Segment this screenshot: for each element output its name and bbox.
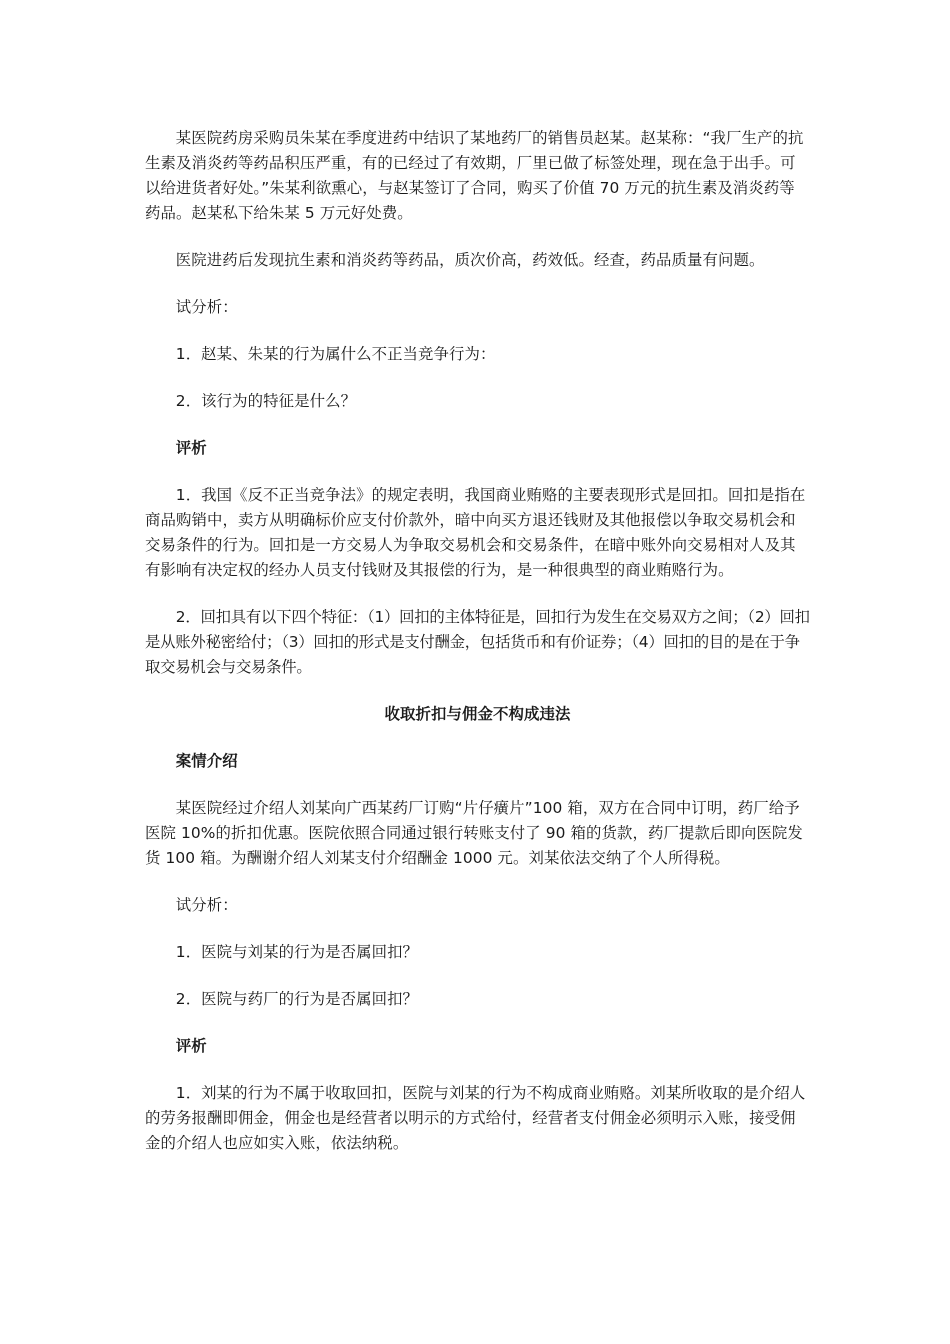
- case2-intro-heading: 案情介绍: [175, 752, 238, 770]
- case2-question-1: 1．医院与刘某的行为是否属回扣？: [175, 943, 419, 961]
- case1-intro: 某医院药房采购员朱某在季度进药中结识了某地药厂的销售员赵某。赵某称：“我厂生产的抗生素及消炎药等药品积压严重，有的已经过了有效期，厂里已做了标签处理，现在急于出手。可以给进货者好处。”朱某利欲熏心，与赵某签订了合同，购买了价值 70 万元的抗生素及消炎药等药品。赵某私下给朱某 5 万元好处费。: [145, 129, 804, 222]
- case1-try-analyze: 试分析：: [175, 298, 238, 316]
- case2-answer-1: 1．刘某的行为不属于收取回扣，医院与刘某的行为不构成商业贿赂。刘某所收取的是介绍人的劳务报酬即佣金，佣金也是经营者以明示的方式给付，经营者支付佣金必须明示入账，接受佣金的介绍人也应如实入账，依法纳税。: [145, 1084, 806, 1152]
- case1-answer-1: 1．我国《反不正当竞争法》的规定表明，我国商业贿赂的主要表现形式是回扣。回扣是指在商品购销中，卖方从明确标价应支付价款外，暗中向买方退还钱财及其他报偿以争取交易机会和交易条件的行为。回扣是一方交易人为争取交易机会和交易条件，在暗中账外向交易相对人及其有影响有决定权的经办人员支付钱财及其报偿的行为，是一种很典型的商业贿赂行为。: [145, 486, 806, 579]
- case2-try-analyze: 试分析：: [175, 896, 238, 914]
- case2-title: 收取折扣与佣金不构成违法: [384, 705, 571, 723]
- case1-answer-2: 2．回扣具有以下四个特征：（1）回扣的主体特征是，回扣行为发生在交易双方之间；（2）回扣是从账外秘密给付；（3）回扣的形式是支付酬金，包括货币和有价证券；（4）回扣的目的是在于争取交易机会与交易条件。: [145, 608, 810, 676]
- case2-intro: 某医院经过介绍人刘某向广西某药厂订购“片仔癀片”100 箱，双方在合同中订明，药厂给予医院 10%的折扣优惠。医院依照合同通过银行转账支付了 90 箱的货款，药厂提款后即向医院发货 100 箱。为酬谢介绍人刘某支付介绍酬金 1000 元。刘某依法交纳了个人所得税。: [145, 799, 803, 867]
- case1-finding: 医院进药后发现抗生素和消炎药等药品，质次价高，药效低。经查，药品质量有问题。: [175, 251, 765, 269]
- case1-question-1: 1．赵某、朱某的行为属什么不正当竞争行为：: [175, 345, 496, 363]
- case1-question-2: 2．该行为的特征是什么？: [175, 392, 357, 410]
- case2-analysis-heading: 评析: [175, 1037, 207, 1055]
- document-page: [145, 126, 810, 1178]
- case1-analysis-heading: 评析: [175, 439, 207, 457]
- case2-question-2: 2．医院与药厂的行为是否属回扣？: [175, 990, 419, 1008]
